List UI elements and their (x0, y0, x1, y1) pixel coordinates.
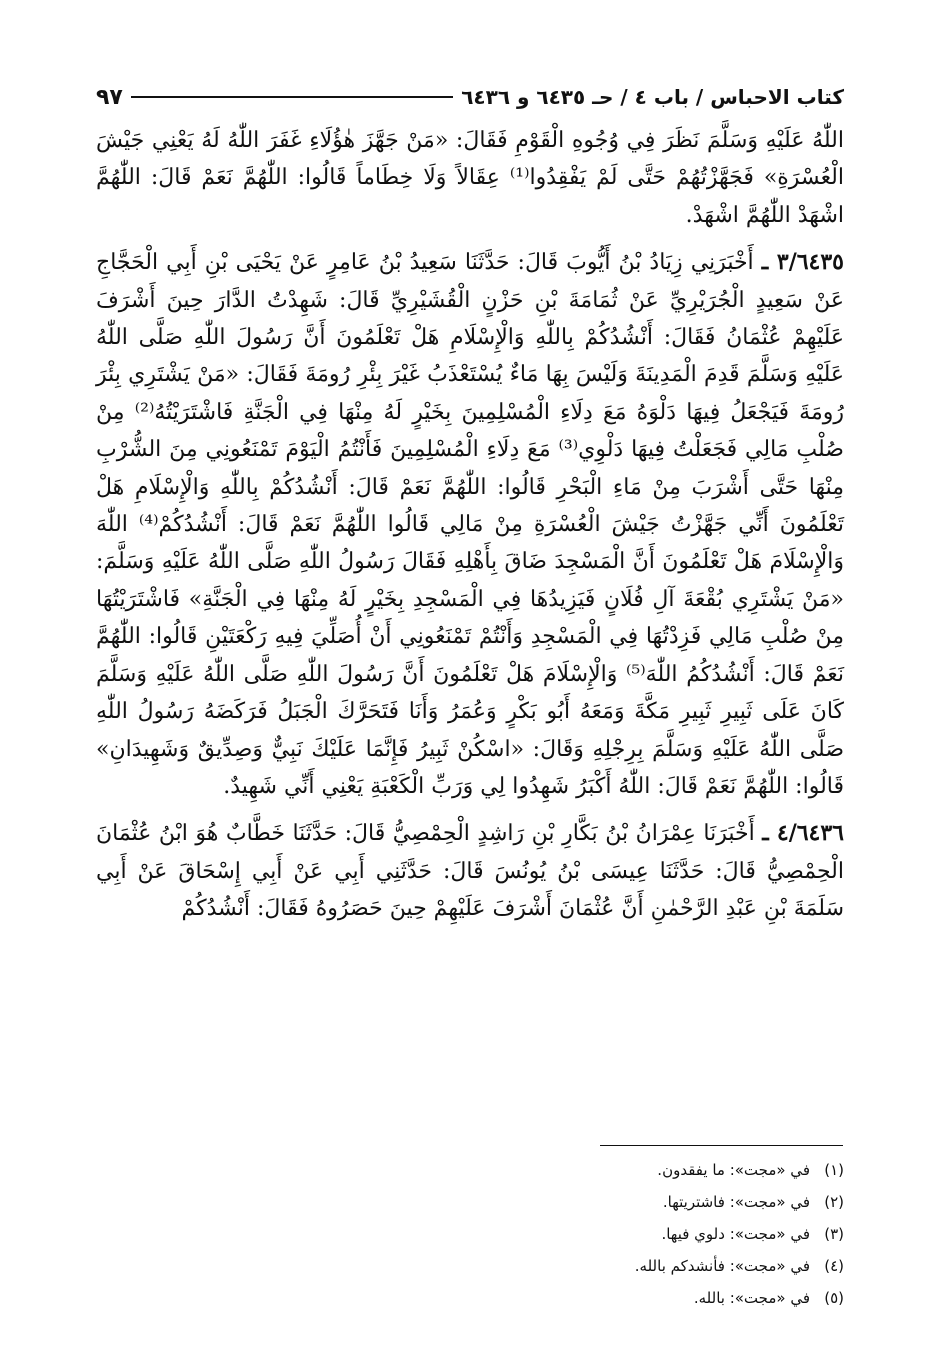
hadith-text: أَخْبَرَنَا عِمْرَانُ بْنُ بَكَّارِ بْنِ رَاشِدٍ الْحِمْصِيُّ قَالَ: حَدَّثَنَا خَطَّابٌ هُوَ ابْنُ عُثْمَانَ الْحِمْصِيُّ قَالَ: حَدَّثَنَا عِيسَى بْنُ يُونُسَ قَالَ: حَدَّثَنِي أَبِي عَنْ أَبِي إِسْحَاقَ عَنْ أَبِي سَلَمَةَ بْنِ عَبْدِ الرَّحْمٰنِ أَنَّ عُثْمَانَ أَشْرَفَ عَلَيْهِمْ حِينَ حَصَرُوهُ فَقَالَ: أَنْشُدُكُمْ (96, 821, 844, 922)
footnotes (96, 1158, 844, 1318)
footnote-number: (٣) (824, 1225, 844, 1243)
footnote (96, 1190, 844, 1222)
hadith-6435 (96, 244, 844, 805)
footnote (96, 1254, 844, 1286)
page-header (96, 80, 844, 114)
footnote-rule (600, 1145, 843, 1146)
running-title: كتاب الاحباس / باب ٤ / حـ ٦٤٣٥ و ٦٤٣٦ (461, 85, 844, 109)
hadith-number: ٤/٦٤٣٦ ـ (762, 820, 844, 847)
footnote-text: في «مجت»: ما يفقدون. (657, 1161, 810, 1179)
footnote (96, 1158, 844, 1190)
paragraph-continuation: اللّٰهُ عَلَيْهِ وَسَلَّمَ نَظَرَ فِي وُجُوهِ الْقَوْمِ فَقَالَ: «مَنْ جَهَّزَ هٰؤُلَاءِ غَفَرَ اللّٰهُ لَهُ يَعْنِي جَيْشَ الْعُسْرَةِ» فَجَهَّزْتُهُمْ حَتَّى لَمْ يَفْقِدُوا⁽¹⁾ عِقَالاً وَلَا خِطَاماً قَالُوا: اللّٰهُمَّ نَعَمْ قَالَ: اللّٰهُمَّ اشْهَدْ اللّٰهُمَّ اشْهَدْ. (96, 128, 845, 228)
hadith-text: أَخْبَرَنِي زِيَادُ بْنُ أَيُّوبَ قَالَ: حَدَّثَنَا سَعِيدُ بْنُ عَامِرٍ عَنْ يَحْيَى بْنِ أَبِي الْحَجَّاجِ عَنْ سَعِيدٍ الْجُرَيْرِيِّ عَنْ ثُمَامَةَ بْنِ حَزْنٍ الْقُشَيْرِيِّ قَالَ: شَهِدْتُ الدَّارَ حِينَ أَشْرَفَ عَلَيْهِمْ عُثْمَانُ فَقَالَ: أَنْشُدُكُمْ بِاللّٰهِ وَالْإِسْلَامِ هَلْ تَعْلَمُونَ أَنَّ رَسُولَ اللّٰهِ صَلَّى اللّٰهُ عَلَيْهِ وَسَلَّمَ قَدِمَ الْمَدِينَةَ وَلَيْسَ بِهَا مَاءٌ يُسْتَعْذَبُ غَيْرَ بِئْرِ رُومَةَ فَقَالَ: «مَنْ يَشْتَرِي بِئْرَ رُومَةَ فَيَجْعَلُ فِيهَا دَلْوَهُ مَعَ دِلَاءِ الْمُسْلِمِينَ بِخَيْرٍ لَهُ مِنْهَا فِي الْجَنَّةِ فَاشْتَرَيْتُهُ⁽²⁾ مِنْ صُلْبِ مَالِي فَجَعَلْتُ فِيهَا دَلْوِي⁽³⁾ مَعَ دِلَاءِ الْمُسْلِمِينَ فَأَنْتُمُ الْيَوْمَ تَمْنَعُونِي مِنَ الشُّرْبِ مِنْهَا حَتَّى أَشْرَبَ مِنْ مَاءِ الْبَحْرِ قَالُوا: اللّٰهُمَّ نَعَمْ قَالَ: أَنْشُدُكُمْ بِاللّٰهِ وَالْإِسْلَامِ هَلْ تَعْلَمُونَ أَنِّي جَهَّزْتُ جَيْشَ الْعُسْرَةِ مِنْ مَالِي قَالُوا اللّٰهُمَّ نَعَمْ قَالَ: أَنْشُدُكُمْ⁽⁴⁾ اللّٰهَ وَالْإِسْلَامَ هَلْ تَعْلَمُونَ أَنَّ الْمَسْجِدَ ضَاقَ بِأَهْلِهِ فَقَالَ رَسُولُ اللّٰهِ صَلَّى اللّٰهُ عَلَيْهِ وَسَلَّمَ: «مَنْ يَشْتَرِي بُقْعَةَ آلِ فُلَانٍ فَيَزِيدُهَا فِي الْمَسْجِدِ بِخَيْرٍ لَهُ مِنْهَا فِي الْجَنَّةِ» فَاشْتَرَيْتُهَا مِنْ صُلْبِ مَالِي فَزِدْتُهَا فِي الْمَسْجِدِ وَأَنْتُمْ تَمْنَعُونِي أَنْ أُصَلِّيَ فِيهِ رَكْعَتَيْنِ قَالُوا: اللّٰهُمَّ نَعَمْ قَالَ: أَنْشُدُكُمُ اللّٰهَ⁽⁵⁾ وَالْإِسْلَامَ هَلْ تَعْلَمُونَ أَنَّ رَسُولَ اللّٰهِ صَلَّى اللّٰهُ عَلَيْهِ وَسَلَّمَ كَانَ عَلَى ثَبِيرِ ثَبِيرِ مَكَّةَ وَمَعَهُ أَبُو بَكْرٍ وَعُمَرُ وَأَنَا فَتَحَرَّكَ الْجَبَلُ فَرَكَضَهُ رَسُولُ اللّٰهِ صَلَّى اللّٰهُ عَلَيْهِ وَسَلَّمَ بِرِجْلِهِ وَقَالَ: «اسْكُنْ ثَبِيرُ فَإِنَّمَا عَلَيْكَ نَبِيٌّ وَصِدِّيقٌ وَشَهِيدَانِ» قَالُوا: اللّٰهُمَّ نَعَمْ قَالَ: اللّٰهُ أَكْبَرُ شَهِدُوا لِي وَرَبِّ الْكَعْبَةِ يَعْنِي أَنِّي شَهِيدٌ. (96, 250, 844, 799)
footnote-text: في «مجت»: فأنشدكم بالله. (634, 1257, 810, 1275)
header-rule (131, 96, 453, 98)
page-number: ٩٧ (96, 84, 123, 110)
footnote (96, 1286, 844, 1318)
footnote-text: في «مجت»: فاشتريتها. (662, 1193, 810, 1211)
footnote-number: (٤) (824, 1257, 844, 1275)
hadith-number: ٣/٦٤٣٥ ـ (761, 249, 844, 276)
main-text (96, 122, 844, 928)
hadith-6436 (96, 815, 844, 927)
footnote (96, 1222, 844, 1254)
footnote-number: (١) (824, 1161, 844, 1179)
footnote-number: (٢) (824, 1193, 844, 1211)
footnote-number: (٥) (824, 1289, 844, 1307)
footnote-text: في «مجت»: دلوي فيها. (661, 1225, 810, 1243)
footnote-text: في «مجت»: بالله. (693, 1289, 810, 1307)
